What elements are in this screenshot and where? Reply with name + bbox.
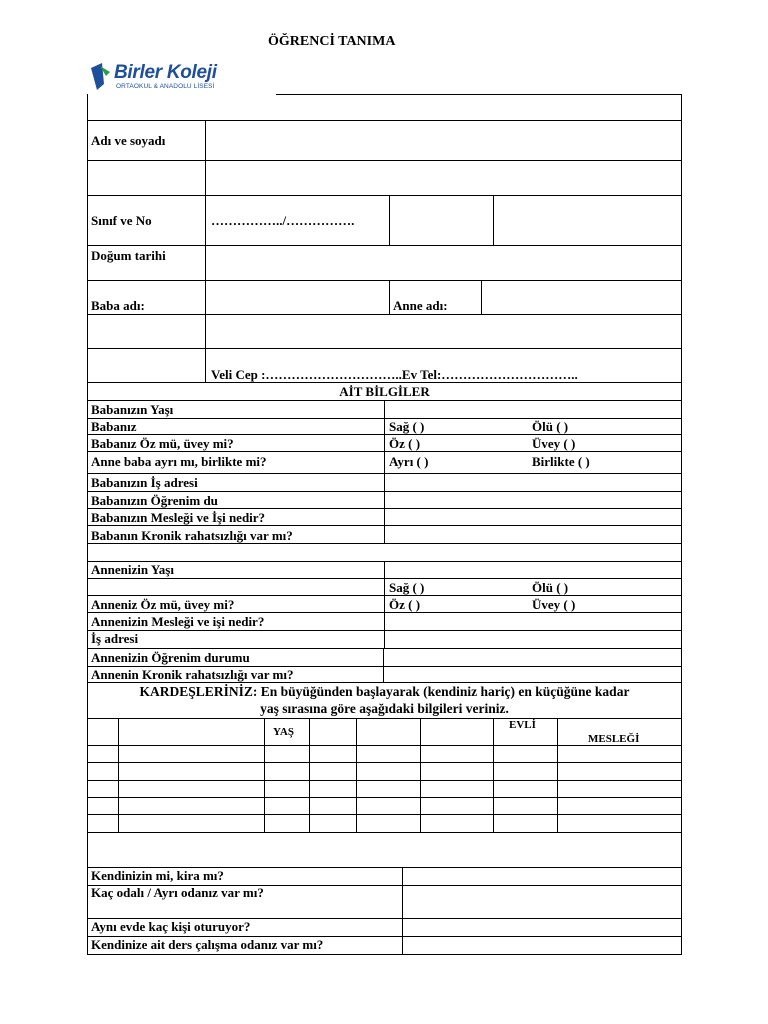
siblings-heading-bold: KARDEŞLERİNİZ: bbox=[139, 684, 258, 699]
mother-work-address-label: İş adresi bbox=[91, 631, 139, 646]
siblings-col-job: MESLEĞİ bbox=[588, 733, 640, 745]
school-logo bbox=[88, 58, 248, 98]
siblings-col-age: YAŞ bbox=[273, 726, 294, 738]
father-alive-option[interactable]: Sağ ( ) bbox=[389, 419, 425, 434]
home-rooms-label: Kaç odalı / Ayrı odanız var mı? bbox=[91, 885, 264, 900]
father-step-option[interactable]: Üvey ( ) bbox=[532, 436, 576, 451]
class-label: Sınıf ve No bbox=[91, 213, 152, 228]
father-job-label: Babanızın Mesleği ve İşi nedir? bbox=[91, 510, 266, 525]
siblings-heading-rest: En büyüğünden başlayarak (kendiniz hariç) en küçüğüne kadar bbox=[257, 684, 630, 699]
mother-own-option[interactable]: Öz ( ) bbox=[389, 597, 421, 612]
phone-line: Veli Cep :…………………………..Ev Tel:………………………….. bbox=[211, 367, 578, 382]
study-room-label: Kendinize ait ders çalışma odanız var mı? bbox=[91, 937, 324, 952]
siblings-col-married: EVLİ bbox=[509, 719, 536, 731]
logo-mark-icon bbox=[88, 62, 114, 92]
section-title: AİT BİLGİLER bbox=[339, 384, 430, 399]
father-name-label: Baba adı: bbox=[91, 298, 145, 313]
siblings-heading-line2: yaş sırasına göre aşağıdaki bilgileri veriniz. bbox=[260, 701, 509, 716]
home-people-label: Aynı evde kaç kişi oturuyor? bbox=[91, 919, 251, 934]
mother-job-label: Annenizin Mesleği ve işi nedir? bbox=[91, 614, 265, 629]
mother-education-label: Annenizin Öğrenim durumu bbox=[91, 650, 250, 665]
birth-date-label: Doğum tarihi bbox=[91, 248, 166, 263]
father-work-address-label: Babanızın İş adresi bbox=[91, 475, 198, 490]
father-own-step-label: Babanız Öz mü, üvey mi? bbox=[91, 436, 234, 451]
mother-dead-option[interactable]: Ölü ( ) bbox=[532, 580, 569, 595]
mother-name-label: Anne adı: bbox=[393, 298, 448, 313]
father-dead-option[interactable]: Ölü ( ) bbox=[532, 419, 569, 434]
father-education-label: Babanızın Öğrenim du bbox=[91, 493, 218, 508]
father-age-label: Babanızın Yaşı bbox=[91, 402, 174, 417]
parents-status-label: Anne baba ayrı mı, birlikte mi? bbox=[91, 454, 267, 469]
mother-step-option[interactable]: Üvey ( ) bbox=[532, 597, 576, 612]
father-status-label: Babanız bbox=[91, 419, 137, 434]
father-own-option[interactable]: Öz ( ) bbox=[389, 436, 421, 451]
siblings-heading bbox=[87, 685, 682, 699]
logo-subtitle: ORTAOKUL & ANADOLU LİSESİ bbox=[116, 83, 215, 90]
name-label: Adı ve soyadı bbox=[91, 133, 166, 148]
parents-apart-option[interactable]: Ayrı ( ) bbox=[389, 454, 429, 469]
father-chronic-label: Babanın Kronik rahatsızlığı var mı? bbox=[91, 528, 293, 543]
parents-together-option[interactable]: Birlikte ( ) bbox=[532, 454, 590, 469]
logo-name: Birler Koleji bbox=[114, 62, 217, 83]
mother-own-step-label: Anneniz Öz mü, üvey mi? bbox=[91, 597, 235, 612]
mother-chronic-label: Annenin Kronik rahatsızlığı var mı? bbox=[91, 667, 294, 682]
mother-alive-option[interactable]: Sağ ( ) bbox=[389, 580, 425, 595]
home-own-rent-label: Kendinizin mi, kira mı? bbox=[91, 868, 224, 883]
class-number-field[interactable]: ……………../……………. bbox=[211, 213, 355, 228]
header-line bbox=[276, 94, 681, 95]
page-title: ÖĞRENCİ TANIMA bbox=[268, 34, 396, 49]
mother-age-label: Annenizin Yaşı bbox=[91, 562, 174, 577]
